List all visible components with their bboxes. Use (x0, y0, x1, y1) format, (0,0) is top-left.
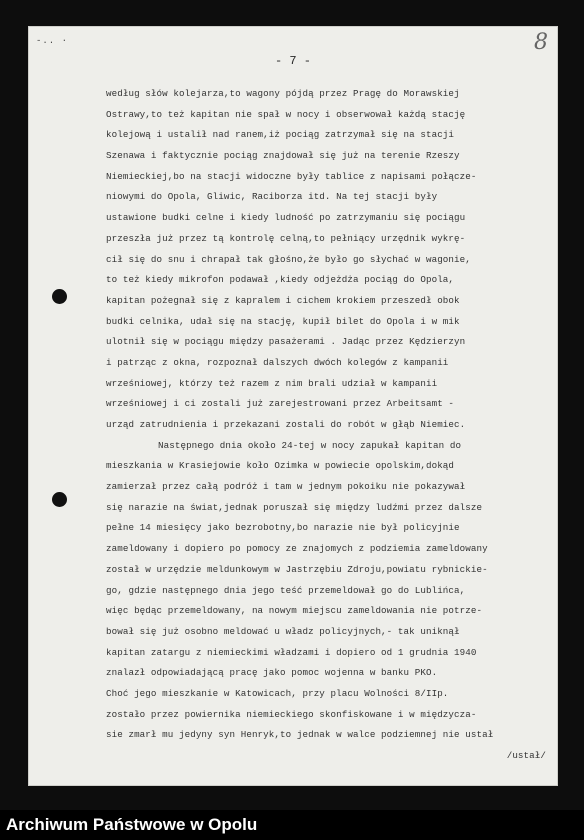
text-line: zameldowany i dopiero po pomocy ze znajomych z podziemia zameldowany (106, 543, 488, 555)
text-line: niowymi do Opola, Gliwic, Raciborza itd. Na tej stacji były (106, 191, 438, 203)
archive-name: Archiwum Państwowe w Opolu (6, 815, 258, 834)
text-line: zostało przez powiernika niemieckiego skonfiskowane i w międzycza- (106, 708, 477, 720)
text-line: Szenawa i faktycznie pociąg znajdował się już na terenie Rzeszy (106, 150, 460, 162)
text-line: znalazł odpowiadającą pracę jako pomoc wojenna w banku PKO. (106, 667, 438, 679)
page-number: - 7 - (274, 54, 311, 68)
text-line: kolejową i ustalił nad ranem,iż pociąg zatrzymał się na stacji (106, 129, 455, 141)
archive-footer (0, 810, 584, 840)
text-line: kapitan zatargu z niemieckimi władzami i dopiero od 1 grudnia 1940 (106, 646, 477, 658)
text-line: ustawione budki celne i kiedy ludność po zatrzymaniu się pociągu (106, 212, 466, 224)
text-line: sie zmarł mu jedyny syn Henryk,to jednak w walce podziemnej nie ustał (106, 729, 494, 741)
text-line: /ustał/ (506, 750, 546, 761)
text-line: wrześniowej, którzy też razem z nim brali udział w kampanii (106, 377, 438, 389)
document-page (28, 26, 558, 786)
text-line: Niemieckiej,bo na stacji widoczne były tablice z napisami połącze- (106, 170, 477, 182)
text-line: go, gdzie następnego dnia jego teść przemeldował go do Lublińca, (106, 584, 466, 596)
text-line: mieszkania w Krasiejowie koło Ozimka w powiecie opolskim,dokąd (106, 460, 455, 472)
text-line: budki celnika, udał się na stację, kupił bilet do Opola i w mik (106, 315, 460, 327)
text-line: kapitan pożegnał się z kapralem i cichem krokiem przeszedł obok (106, 294, 460, 306)
text-line: wrześniowej i ci zostali już zarejestrowani przez Arbeitsamt - (106, 398, 455, 410)
text-line: to też kiedy mikrofon podawał ,kiedy odjeżdża pociąg do Opola, (106, 274, 455, 286)
text-line: i patrząc z okna, rozpoznał dalszych dwóch kolegów z kampanii (106, 356, 449, 368)
text-line: według słów kolejarza,to wagony pójdą przez Pragę do Morawskiej (106, 88, 460, 99)
punch-hole (52, 492, 67, 507)
text-line: pełne 14 miesięcy jako bezrobotny,bo narazie nie był policyjnie (106, 522, 460, 534)
text-line: ulotnił się w pociągu między pasażerami . Jadąc przez Kędzierzyn (106, 336, 466, 348)
text-line: przeszła już przez tą kontrolę celną,to pełniący urzędnik wykrę- (106, 232, 466, 244)
text-line: się narazie na świat,jednak poruszał się między ludźmi przez dalsze (106, 501, 483, 513)
corner-mark: -.. · (36, 36, 69, 46)
text-line: zamierzał przez całą podróż i tam w jednym pokoiku nie pokazywał (106, 481, 466, 493)
text-line: cił się do snu i chrapał tak głośno,że było go słychać w wagonie, (106, 253, 471, 265)
text-line: Choć jego mieszkanie w Katowicach, przy placu Wolności 8/IIp. (106, 687, 449, 699)
text-line: urząd zatrudnienia i przekazani zostali do robót w głąb Niemiec. (106, 419, 466, 430)
text-line: bował się już osobno meldować u władz policyjnych,- tak uniknął (106, 625, 460, 637)
text-line: Ostrawy,to też kapitan nie spał w nocy i obserwował każdą stację (106, 108, 466, 120)
text-line: został w urzędzie meldunkowym w Jastrzębiu Zdroju,powiatu rybnickie- (106, 563, 488, 575)
punch-hole (52, 289, 67, 304)
typewritten-text (106, 84, 546, 767)
text-line: więc będąc przemeldowany, na nowym miejscu zameldowania nie potrze- (106, 605, 483, 617)
folio-number: 8 (534, 30, 548, 55)
text-line: Następnego dnia około 24-tej w nocy zapukał kapitan do (158, 439, 462, 451)
